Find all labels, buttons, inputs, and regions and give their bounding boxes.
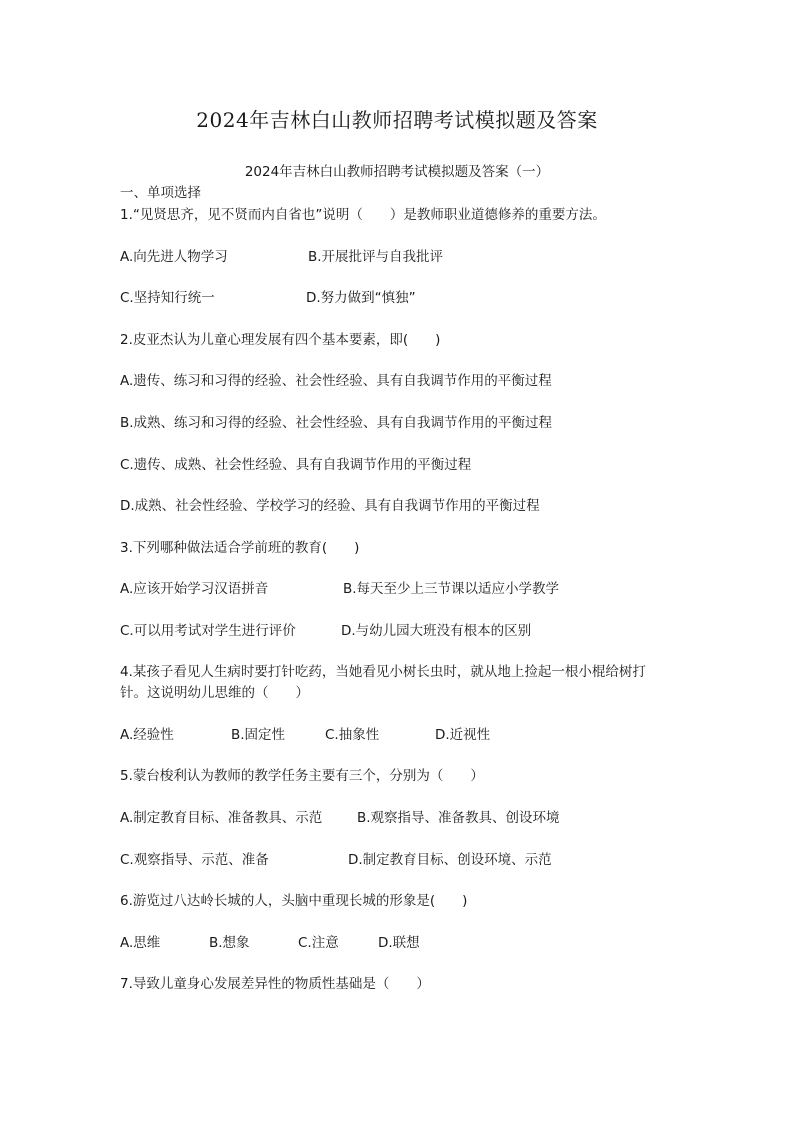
question-5-option-a: A.制定教育目标、准备教具、示范 <box>120 810 323 826</box>
question-3-option-a: A.应该开始学习汉语拼音 <box>120 581 269 597</box>
question-1-option-d: D.努力做到“慎独” <box>306 290 416 306</box>
question-1-option-b: B.开展批评与自我批评 <box>308 249 444 265</box>
question-5-option-b: B.观察指导、准备教具、创设环境 <box>357 810 560 826</box>
question-2-option-c: C.遗传、成熟、社会性经验、具有自我调节作用的平衡过程 <box>120 457 472 473</box>
question-6-option-b: B.想象 <box>209 935 250 951</box>
question-1-stem: 1.“见贤思齐，见不贤而内自省也”说明（ ）是教师职业道德修养的重要方法。 <box>120 207 606 223</box>
question-3-stem: 3.下列哪种做法适合学前班的教育( ) <box>120 540 360 556</box>
document-subtitle: 2024年吉林白山教师招聘考试模拟题及答案（一） <box>244 164 550 180</box>
question-1-option-c: C.坚持知行统一 <box>120 290 215 306</box>
question-4-option-c: C.抽象性 <box>325 727 380 743</box>
question-2-option-a: A.遗传、练习和习得的经验、社会性经验、具有自我调节作用的平衡过程 <box>120 373 552 389</box>
question-7-stem: 7.导致儿童身心发展差异性的物质性基础是（ ） <box>120 976 430 992</box>
question-3-option-c: C.可以用考试对学生进行评价 <box>120 623 296 639</box>
question-6-option-d: D.联想 <box>378 935 420 951</box>
question-5-option-c: C.观察指导、示范、准备 <box>120 852 269 868</box>
question-3-option-b: B.每天至少上三节课以适应小学教学 <box>343 581 560 597</box>
question-6-stem: 6.游览过八达岭长城的人，头脑中重现长城的形象是( ) <box>120 893 468 909</box>
question-4-option-a: A.经验性 <box>120 727 174 743</box>
question-1-option-a: A.向先进人物学习 <box>120 249 228 265</box>
question-5-option-d: D.制定教育目标、创设环境、示范 <box>348 852 552 868</box>
question-4-stem-continued: 针。这说明幼儿思维的（ ） <box>120 685 309 701</box>
question-2-option-b: B.成熟、练习和习得的经验、社会性经验、具有自我调节作用的平衡过程 <box>120 415 553 431</box>
question-2-stem: 2.皮亚杰认为儿童心理发展有四个基本要素，即( ) <box>120 332 441 348</box>
question-4-option-d: D.近视性 <box>435 727 491 743</box>
question-4-option-b: B.固定性 <box>231 727 286 743</box>
question-6-option-a: A.思维 <box>120 935 161 951</box>
question-3-option-d: D.与幼儿园大班没有根本的区别 <box>341 623 532 639</box>
question-2-option-d: D.成熟、社会性经验、学校学习的经验、具有自我调节作用的平衡过程 <box>120 498 540 514</box>
question-4-stem: 4.某孩子看见人生病时要打针吃药，当她看见小树长虫时，就从地上捡起一根小棍给树打 <box>120 664 646 680</box>
document-title: 2024年吉林白山教师招聘考试模拟题及答案 <box>196 108 598 132</box>
question-6-option-c: C.注意 <box>298 935 339 951</box>
question-5-stem: 5.蒙台梭利认为教师的教学任务主要有三个，分别为（ ） <box>120 768 484 784</box>
section-heading: 一、单项选择 <box>120 185 201 201</box>
